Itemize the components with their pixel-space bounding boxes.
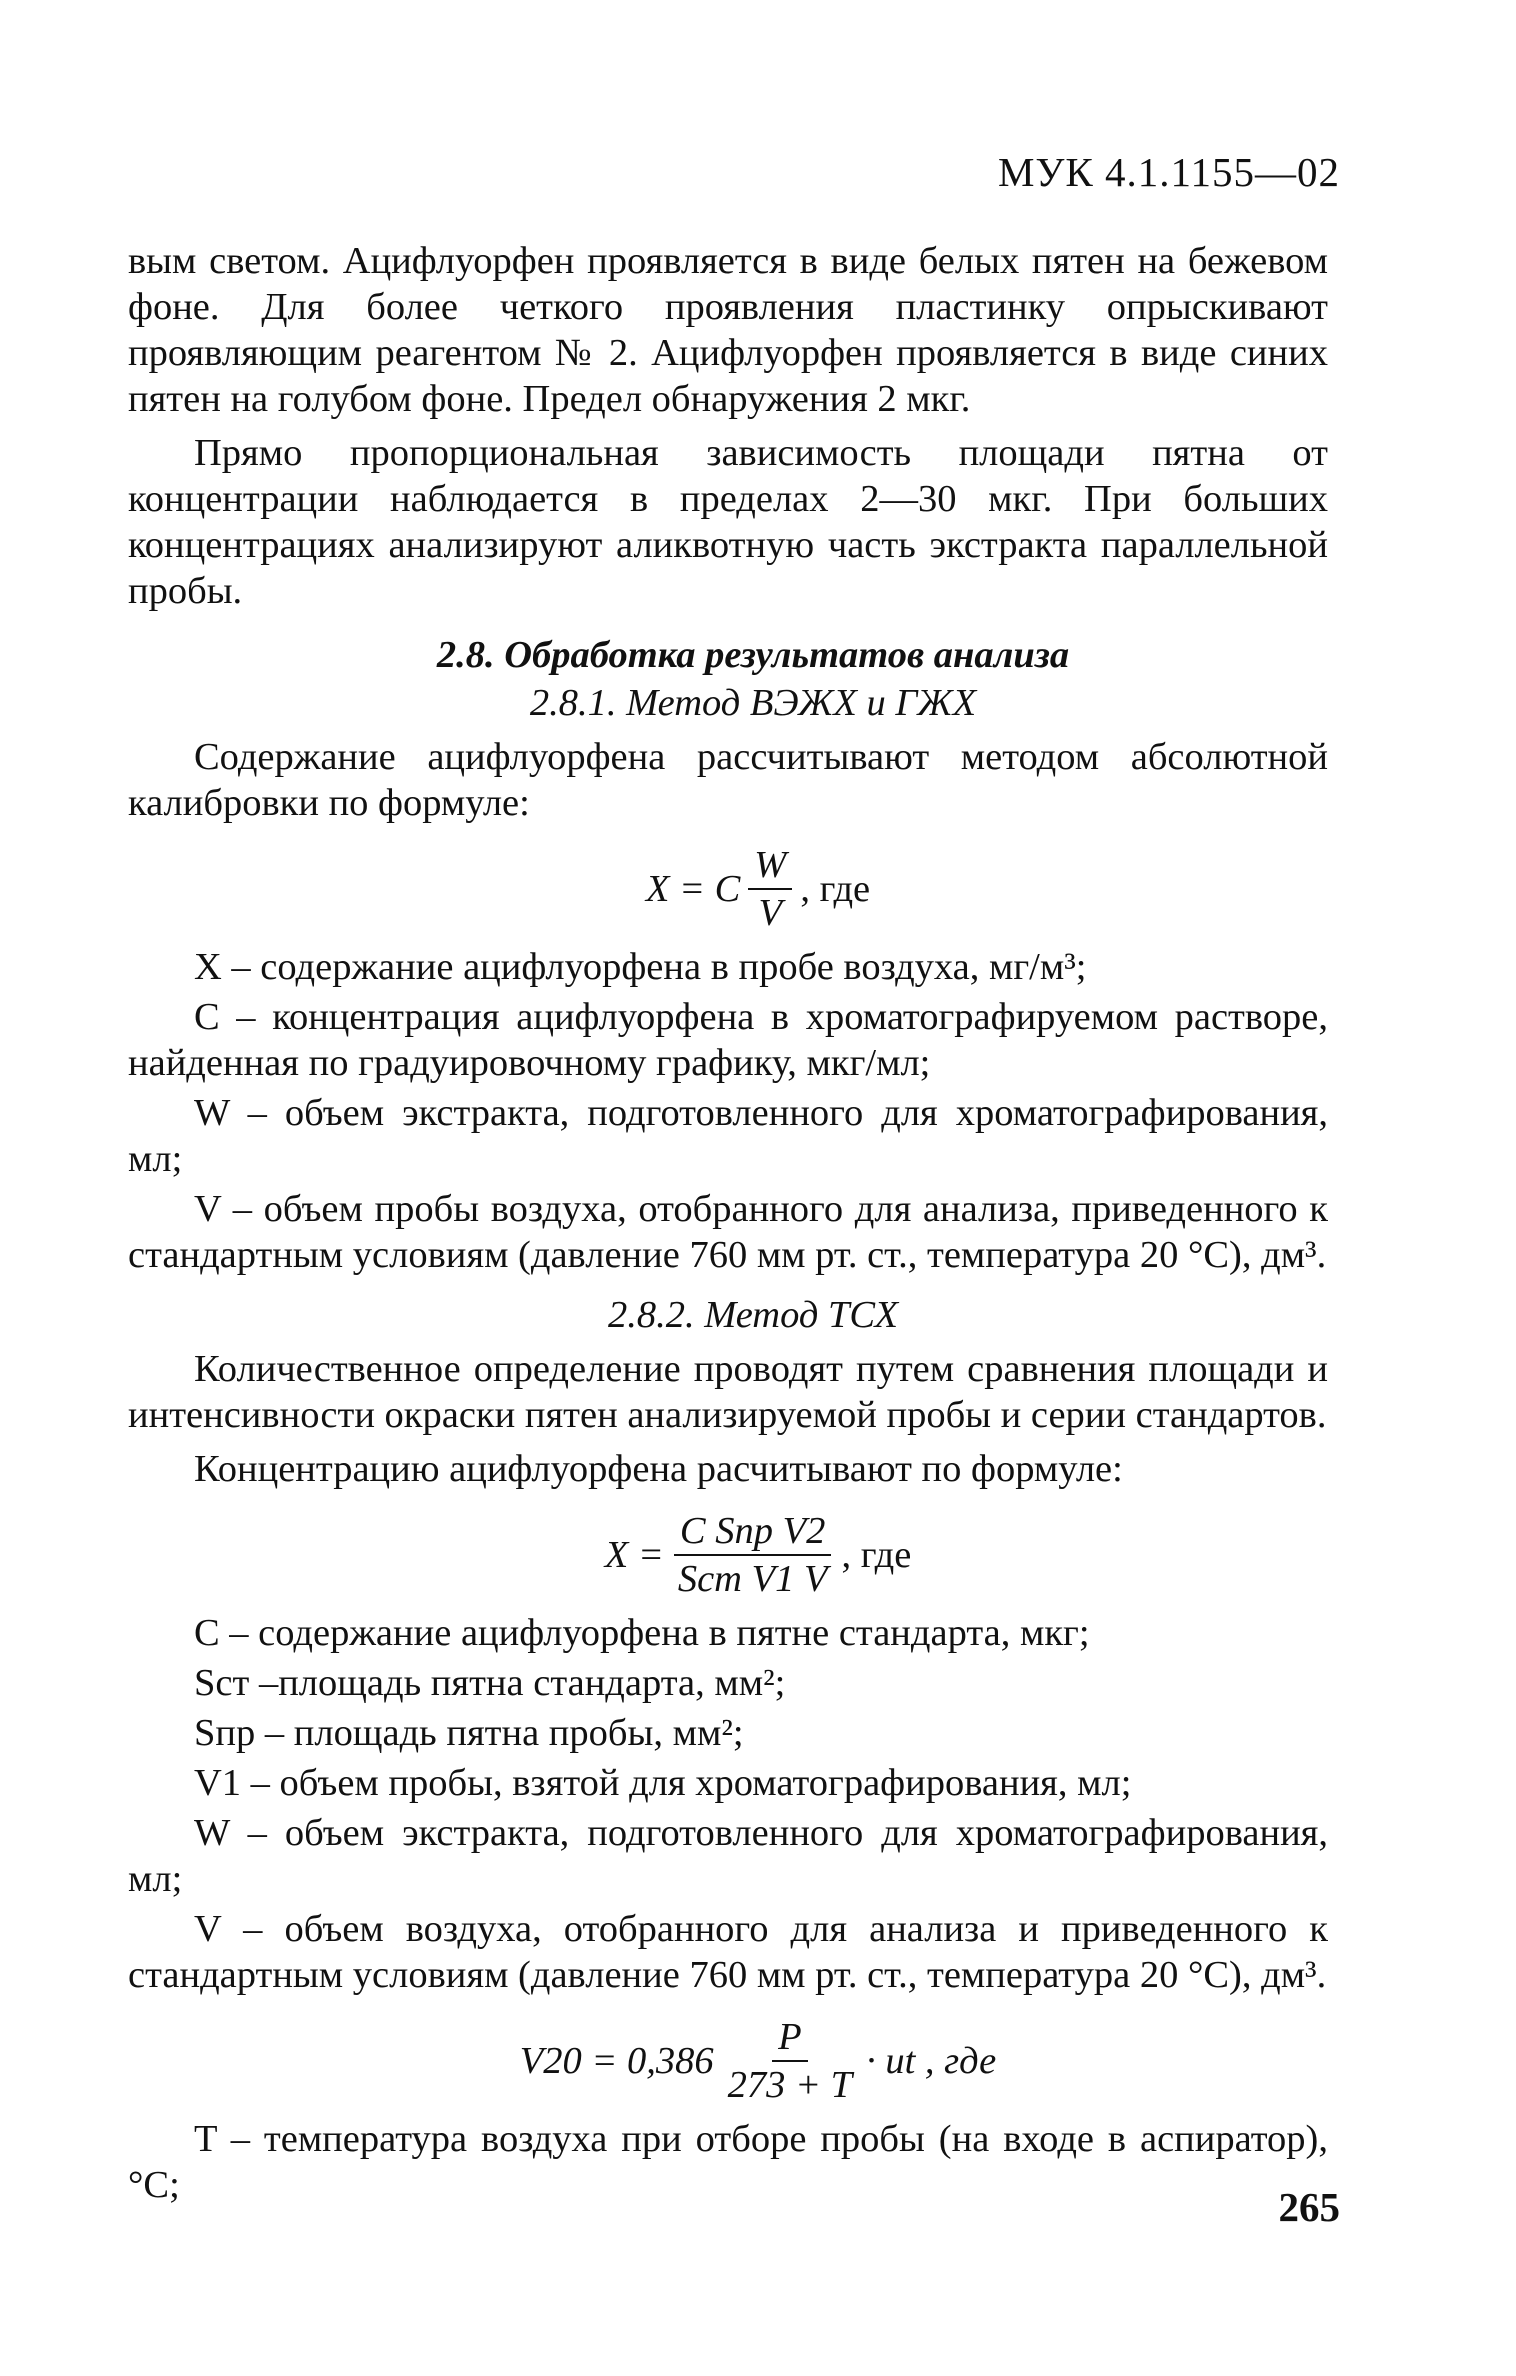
definition-item: C – содержание ацифлуорфена в пятне стандарта, мкг; — [194, 1612, 1090, 1654]
formula-3 — [128, 2016, 1328, 2106]
definition-item: V – объем пробы воздуха, отобранного для анализа, приведенного к стандартным условиям (давление 760 мм рт. ст., температура 20 °С), дм³. — [128, 1188, 1328, 1276]
formula-2-tail: , где — [841, 1534, 912, 1576]
definition-item: Sпр – площадь пятна пробы, мм²; — [194, 1712, 744, 1754]
definition-item: V – объем воздуха, отобранного для анализа и приведенного к стандартным условиям (давление 760 мм рт. ст., температура 20 °С), дм³. — [128, 1908, 1328, 1996]
page-number: 265 — [1278, 2184, 1340, 2230]
definition-item: Sст –площадь пятна стандарта, мм²; — [194, 1662, 786, 1704]
formula-1-fraction — [748, 844, 792, 934]
subsection-1-paragraph: Содержание ацифлуорфена рассчитывают методом абсолютной калибровки по формуле: — [128, 736, 1328, 824]
formula-3-fraction — [722, 2016, 858, 2106]
subsection-2-paragraph-2: Концентрацию ацифлуорфена расчитывают по формуле: — [194, 1448, 1123, 1490]
intro-paragraph-1: вым светом. Ацифлуорфен проявляется в виде белых пятен на бежевом фоне. Для более четкого проявления пластинку опрыскивают проявляющим реагентом № 2. Ацифлуорфен проявляется в виде синих пятен на голубом фоне. Предел обнаружения 2 мкг. — [128, 240, 1328, 420]
document-code-header: МУК 4.1.1155—02 — [997, 149, 1340, 195]
definition-item: W – объем экстракта, подготовленного для хроматографирования, мл; — [128, 1812, 1328, 1900]
formula-1-denominator: V — [758, 892, 783, 934]
formula-1 — [128, 844, 1328, 934]
formula-1-lhs: X = C — [645, 868, 741, 910]
definitions-2 — [128, 1610, 1328, 1998]
formula-2-denominator: Sст V1 V — [677, 1558, 828, 1600]
formula-1-tail: , где — [800, 868, 871, 910]
definition-item: W – объем экстракта, подготовленного для хроматографирования, мл; — [128, 1092, 1328, 1180]
formula-3-numerator: P — [772, 2016, 808, 2062]
intro-paragraph-2: Прямо пропорциональная зависимость площади пятна от концентрации наблюдается в пределах 2—30 мкг. При больших концентрациях анализируют аликвотную часть экстракта параллельной пробы. — [128, 432, 1328, 612]
formula-3-denominator: 273 + T — [727, 2064, 853, 2106]
definition-item: T – температура воздуха при отборе пробы (на входе в аспиратор), °С; — [128, 2118, 1328, 2206]
formula-1-numerator: W — [748, 844, 792, 890]
subsection-title-1: 2.8.1. Метод ВЭЖХ и ГЖХ — [529, 682, 977, 724]
subsection-title-2: 2.8.2. Метод ТСХ — [607, 1294, 899, 1336]
definition-item: C – концентрация ацифлуорфена в хроматографируемом растворе, найденная по градуировочному графику, мкг/мл; — [128, 996, 1328, 1084]
formula-2-lhs: X = — [604, 1534, 664, 1576]
page-body — [128, 238, 1328, 2208]
definitions-1 — [128, 944, 1328, 1278]
formula-2-fraction — [672, 1510, 834, 1600]
formula-3-tail: · ut , где — [866, 2040, 997, 2082]
formula-2 — [128, 1510, 1328, 1600]
section-title: 2.8. Обработка результатов анализа — [436, 634, 1070, 676]
subsection-2-paragraph-1: Количественное определение проводят путем сравнения площади и интенсивности окраски пятен анализируемой пробы и серии стандартов. — [128, 1348, 1328, 1436]
formula-3-lhs: V20 = 0,386 — [519, 2040, 714, 2082]
formula-2-numerator: C Sпр V2 — [674, 1510, 831, 1556]
definition-item: V1 – объем пробы, взятой для хроматографирования, мл; — [194, 1762, 1132, 1804]
definition-item: X – содержание ацифлуорфена в пробе воздуха, мг/м³; — [194, 946, 1087, 988]
definitions-3 — [128, 2116, 1328, 2208]
